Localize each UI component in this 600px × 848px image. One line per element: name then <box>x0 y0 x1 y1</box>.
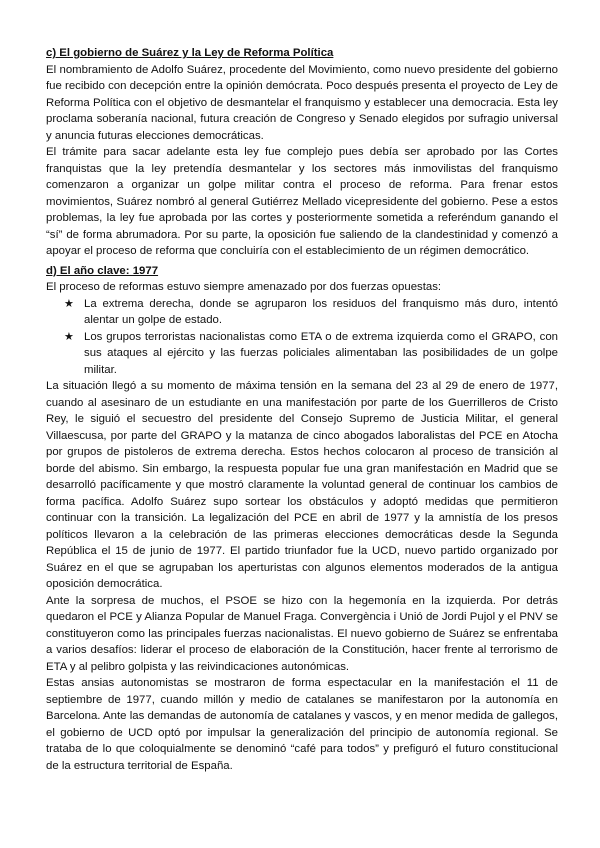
section-c-heading: c) El gobierno de Suárez y la Ley de Reforma Política <box>46 47 334 59</box>
section-d-paragraph-2: Ante la sorpresa de muchos, el PSOE se hizo con la hegemonía en la izquierda. Por detrás quedaron el PCE y Alianza Popular de Manuel Fraga. Convergència i Unió de Jordi Pujol y el PNV se constituyeron como las principales fuerzas nacionalistas. El nuevo gobierno de Suárez se enfrentaba a varios desafíos: liderar el proceso de elaboración de la Constitución, hacer frente al terrorismo de ETA y al pelibro golpista y las reivindicaciones autonómicas. <box>46 594 558 673</box>
list-item-text: Los grupos terroristas nacionalistas como ETA o de extrema izquierda como el GRAPO, con sus ataques al ejército y las fuerzas policiales alimentaban las posibilidades de un golpe militar. <box>84 330 558 376</box>
list-item <box>66 329 558 379</box>
star-icon: ★ <box>64 297 74 310</box>
section-c-paragraph-1: El nombramiento de Adolfo Suárez, procedente del Movimiento, como nuevo presidente del gobierno fue recibido con decepción entre la opinión demócrata. Poco después presenta el proyecto de Ley de Reforma Política con el objetivo de desmantelar el franquismo y establecer una democracia. Esta ley proclama soberanía nacional, futura creación de Congreso y Senado elegidos por sufragio universal y anuncia futuras elecciones democráticas. <box>46 63 558 142</box>
section-d-intro: El proceso de reformas estuvo siempre amenazado por dos fuerzas opuestas: <box>46 281 442 293</box>
section-d-heading: d) El año clave: 1977 <box>46 264 159 277</box>
list-item <box>66 296 558 329</box>
section-c-paragraph-2: El trámite para sacar adelante esta ley fue complejo pues debía ser aprobado por las Cortes franquistas que la ley pretendía desmantelar y los sectores más inmovilistas del franquismo comenzaron a organizar un golpe militar contra el proceso de reforma. Para frenar estos movimientos, Suárez nombró al general Gutiérrez Mellado vicepresidente del gobierno. Pese a estos problemas, la ley fue aprobada por las cortes y posteriormente sometida a referéndum ganando el “sí” de forma abrumadora. Por su parte, la oposición fue saliendo de la clandestinidad y comenzó a apoyar el proceso de reforma que concluiría con el establecimiento de un régimen democrático. <box>46 146 558 257</box>
star-icon: ★ <box>64 330 74 343</box>
threats-list <box>46 296 558 379</box>
section-d-paragraph-1: La situación llegó a su momento de máxima tensión en la semana del 23 al 29 de enero de 1977, cuando al asesinaro de un estudiante en una manifestación por parte de los Guerrilleros de Cristo Rey, le siguió el secuestro del presidente del Consejo Supremo de Justicia Militar, el general Villaescusa, por parte del GRAPO y la matanza de cinco abogados laboralistas del PCE en Atocha por grupos de pistoleros de extrema derecha. Estos hechos colocaron al proceso de transición al borde del abismo. Sin embargo, la respuesta popular fue una gran manifestación en Madrid que se desarrolló pacíficamente y que mostró claramente la voluntad general de continuar los cambios de forma pacífica. Adolfo Suárez supo sortear los obstáculos y adoptó medidas que permitieron continuar con la transición. La legalización del PCE en abril de 1977 y la amnistía de los presos políticos llevaron a la celebración de las primeras elecciones democráticas desde la Segunda República el 15 de junio de 1977. El partido triunfador fue la UCD, nuevo partido organizado por Suárez en el que se agrupaban los aperturistas con algunos elementos moderados de la antigua oposición democrática. <box>46 380 558 590</box>
list-item-text: La extrema derecha, donde se agruparon los residuos del franquismo más duro, intentó alentar un golpe de estado. <box>84 297 558 326</box>
section-d-paragraph-3: Estas ansias autonomistas se mostraron de forma espectacular en la manifestación el 11 de septiembre de 1977, cuando millón y medio de catalanes se manifestaron por la autonomía en Barcelona. Ante las demandas de autonomía de catalanes y vascos, y en menor medida de gallegos, el gobierno de UCD optó por impulsar la generalización del principio de autonomía regional. Se trataba de lo que coloquialmente se denominó “café para todos” y prefiguró el futuro constitucional de la estructura territorial de España. <box>46 677 558 772</box>
document-page <box>46 45 558 774</box>
